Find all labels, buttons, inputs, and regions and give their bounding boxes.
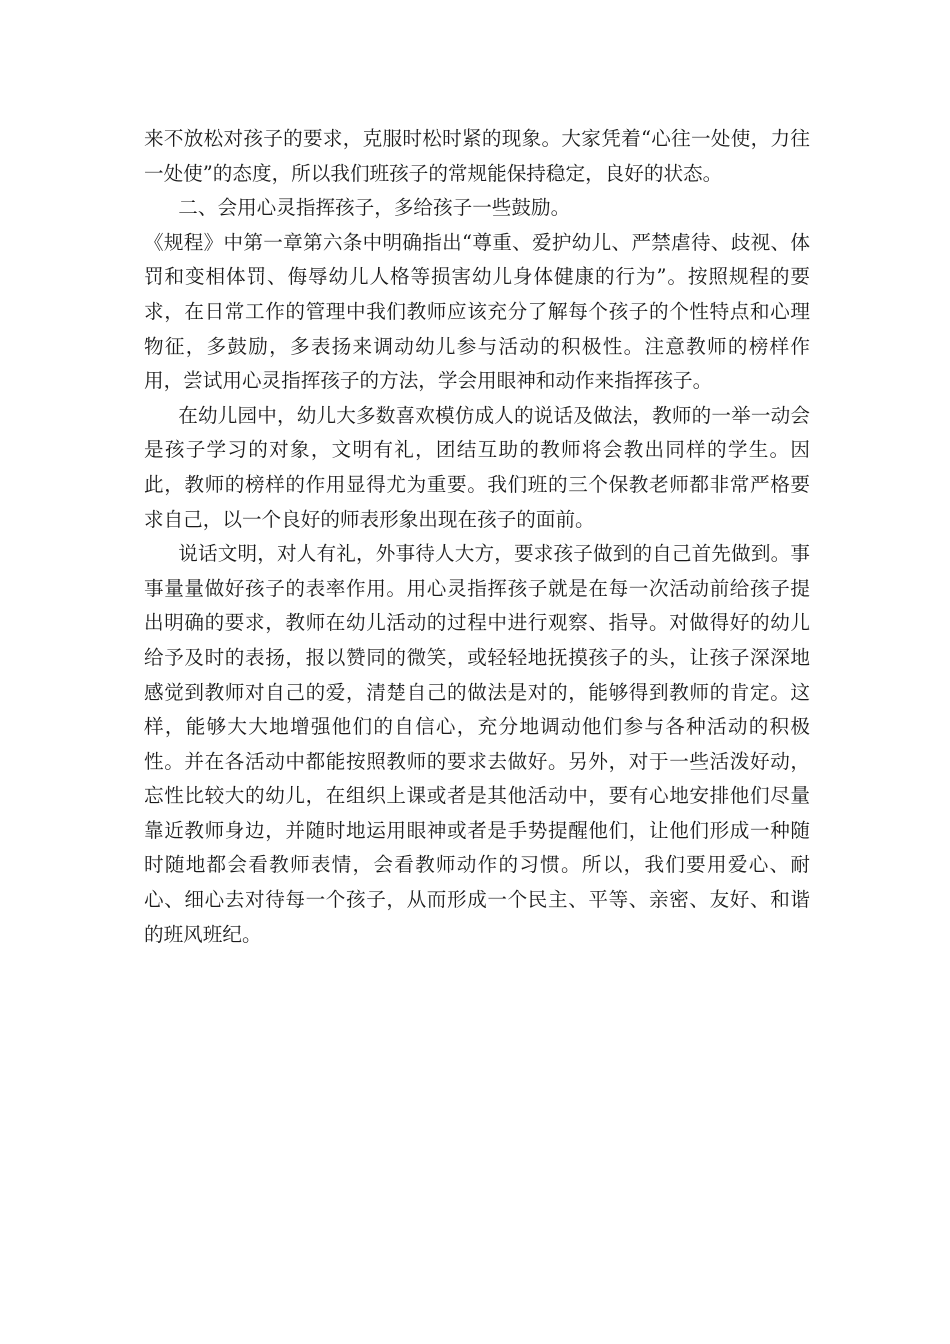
- paragraph-guidance: 说话文明，对人有礼，外事待人大方，要求孩子做到的自己首先做到。事事量量做好孩子的表率作用。用心灵指挥孩子就是在每一次活动前给孩子提出明确的要求，教师在幼儿活动的过程中进行观察、指导。对做得好的幼儿给予及时的表扬，报以赞同的微笑，或轻轻地抚摸孩子的头，让孩子深深地感觉到教师对自己的爱，清楚自己的做法是对的，能够得到教师的肯定。这样，能够大大地增强他们的自信心，充分地调动他们参与各种活动的积极性。并在各活动中都能按照教师的要求去做好。另外，对于一些活泼好动，忘性比较大的幼儿，在组织上课或者是其他活动中，要有心地安排他们尽量靠近教师身边，并随时地运用眼神或者是手势提醒他们，让他们形成一种随时随地都会看教师表情，会看教师动作的习惯。所以，我们要用爱心、耐心、细心去对待每一个孩子，从而形成一个民主、平等、亲密、友好、和谐的班风班纪。: [144, 542, 810, 946]
- paragraph-regulation: 《规程》中第一章第六条中明确指出“尊重、爱护幼儿、严禁虐待、歧视、体罚和变相体罚、侮辱幼儿人格等损害幼儿身体健康的行为”。按照规程的要求，在日常工作的管理中我们教师应该充分了解每个孩子的个性特点和心理物征，多鼓励，多表扬来调动幼儿参与活动的积极性。注意教师的榜样作用，尝试用心灵指挥孩子的方法，学会用眼神和动作来指挥孩子。: [144, 230, 810, 393]
- paragraph-role-model: 在幼儿园中，幼儿大多数喜欢模仿成人的说话及做法，教师的一举一动会是孩子学习的对象，文明有礼，团结互助的教师将会教出同样的学生。因此，教师的榜样的作用显得尤为重要。我们班的三个保教老师都非常严格要求自己，以一个良好的师表形象出现在孩子的面前。: [144, 403, 810, 531]
- document-body: [144, 122, 810, 952]
- paragraph-continuation: 来不放松对孩子的要求，克服时松时紧的现象。大家凭着“心往一处使，力往一处使”的态度，所以我们班孩子的常规能保持稳定，良好的状态。: [144, 127, 810, 185]
- section-heading: 二、会用心灵指挥孩子，多给孩子一些鼓励。: [178, 196, 571, 220]
